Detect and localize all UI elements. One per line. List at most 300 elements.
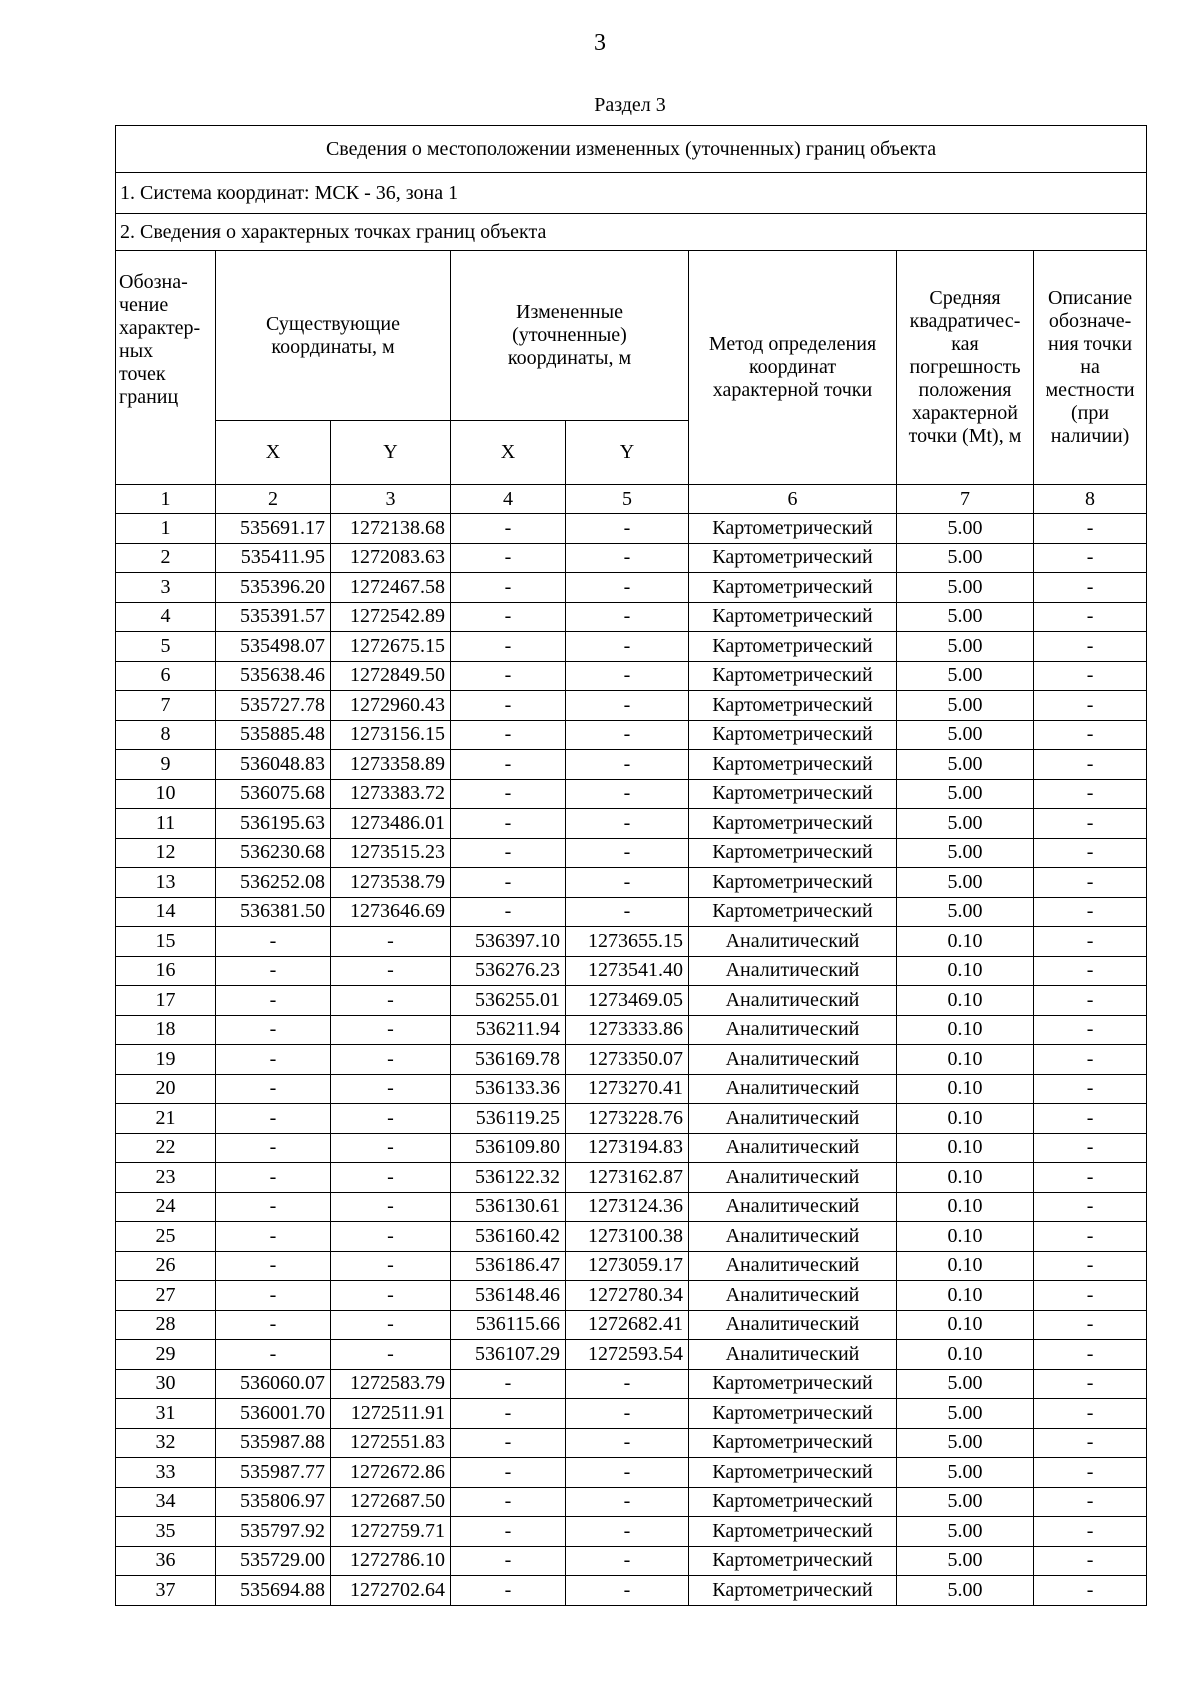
table-row bbox=[116, 1163, 1147, 1193]
cell-existing-x: 535411.95 bbox=[216, 543, 331, 573]
cell-error: 0.10 bbox=[897, 1192, 1034, 1222]
cell-description: - bbox=[1034, 1133, 1147, 1163]
cell-existing-x: 535638.46 bbox=[216, 661, 331, 691]
cell-changed-y: 1272780.34 bbox=[566, 1281, 689, 1311]
cell-changed-x: - bbox=[451, 779, 566, 809]
cell-changed-x: - bbox=[451, 1428, 566, 1458]
table-row bbox=[116, 1546, 1147, 1576]
cell-description: - bbox=[1034, 661, 1147, 691]
cell-existing-x: 536001.70 bbox=[216, 1399, 331, 1429]
cell-changed-x: 536148.46 bbox=[451, 1281, 566, 1311]
cell-changed-y: - bbox=[566, 1576, 689, 1606]
cell-existing-y: 1273156.15 bbox=[331, 720, 451, 750]
cell-changed-x: - bbox=[451, 897, 566, 927]
cell-changed-y: 1273162.87 bbox=[566, 1163, 689, 1193]
cell-point-number: 17 bbox=[116, 986, 216, 1016]
cell-existing-y: - bbox=[331, 1222, 451, 1252]
column-number: 6 bbox=[689, 485, 897, 514]
cell-description: - bbox=[1034, 809, 1147, 839]
cell-existing-x: 535727.78 bbox=[216, 691, 331, 721]
cell-changed-y: 1273228.76 bbox=[566, 1104, 689, 1134]
coordinate-system: 1. Система координат: МСК - 36, зона 1 bbox=[116, 173, 1147, 214]
cell-error: 5.00 bbox=[897, 720, 1034, 750]
cell-error: 0.10 bbox=[897, 1074, 1034, 1104]
table-row bbox=[116, 1015, 1147, 1045]
cell-existing-y: 1272786.10 bbox=[331, 1546, 451, 1576]
cell-existing-x: 535729.00 bbox=[216, 1546, 331, 1576]
cell-description: - bbox=[1034, 632, 1147, 662]
cell-existing-y: - bbox=[331, 1074, 451, 1104]
cell-error: 0.10 bbox=[897, 956, 1034, 986]
cell-changed-x: 536115.66 bbox=[451, 1310, 566, 1340]
cell-method: Аналитический bbox=[689, 1281, 897, 1311]
cell-existing-y: 1272551.83 bbox=[331, 1428, 451, 1458]
cell-method: Аналитический bbox=[689, 1251, 897, 1281]
cell-existing-y: 1272542.89 bbox=[331, 602, 451, 632]
cell-description: - bbox=[1034, 779, 1147, 809]
cell-description: - bbox=[1034, 573, 1147, 603]
header-description bbox=[1034, 251, 1147, 485]
cell-description: - bbox=[1034, 1104, 1147, 1134]
cell-error: 0.10 bbox=[897, 1015, 1034, 1045]
cell-existing-x: 535987.77 bbox=[216, 1458, 331, 1488]
cell-method: Картометрический bbox=[689, 543, 897, 573]
cell-description: - bbox=[1034, 543, 1147, 573]
cell-point-number: 13 bbox=[116, 868, 216, 898]
cell-existing-y: 1273646.69 bbox=[331, 897, 451, 927]
table-row bbox=[116, 868, 1147, 898]
cell-existing-y: 1272138.68 bbox=[331, 514, 451, 544]
cell-existing-y: 1272675.15 bbox=[331, 632, 451, 662]
cell-description: - bbox=[1034, 956, 1147, 986]
cell-method: Аналитический bbox=[689, 927, 897, 957]
cell-existing-x: - bbox=[216, 1192, 331, 1222]
table-row bbox=[116, 1576, 1147, 1606]
cell-point-number: 23 bbox=[116, 1163, 216, 1193]
cell-existing-x: - bbox=[216, 1251, 331, 1281]
cell-point-number: 37 bbox=[116, 1576, 216, 1606]
cell-changed-x: - bbox=[451, 1517, 566, 1547]
table-row bbox=[116, 661, 1147, 691]
cell-error: 0.10 bbox=[897, 1340, 1034, 1370]
table-row bbox=[116, 1045, 1147, 1075]
cell-description: - bbox=[1034, 868, 1147, 898]
cell-method: Картометрический bbox=[689, 573, 897, 603]
cell-method: Картометрический bbox=[689, 1517, 897, 1547]
cell-changed-y: 1272593.54 bbox=[566, 1340, 689, 1370]
cell-changed-y: - bbox=[566, 691, 689, 721]
cell-point-number: 4 bbox=[116, 602, 216, 632]
cell-existing-x: - bbox=[216, 1074, 331, 1104]
cell-existing-x: - bbox=[216, 1045, 331, 1075]
cell-point-number: 18 bbox=[116, 1015, 216, 1045]
cell-changed-x: 536397.10 bbox=[451, 927, 566, 957]
cell-changed-y: 1273100.38 bbox=[566, 1222, 689, 1252]
page-number: 3 bbox=[594, 30, 606, 56]
cell-method: Картометрический bbox=[689, 1458, 897, 1488]
cell-method: Аналитический bbox=[689, 1015, 897, 1045]
column-number: 2 bbox=[216, 485, 331, 514]
cell-error: 5.00 bbox=[897, 897, 1034, 927]
cell-changed-y: 1273270.41 bbox=[566, 1074, 689, 1104]
cell-existing-y: - bbox=[331, 1192, 451, 1222]
cell-error: 0.10 bbox=[897, 927, 1034, 957]
cell-method: Аналитический bbox=[689, 1074, 897, 1104]
cell-description: - bbox=[1034, 1163, 1147, 1193]
cell-method: Картометрический bbox=[689, 897, 897, 927]
header-error bbox=[897, 251, 1034, 485]
header-method bbox=[689, 251, 897, 485]
cell-changed-y: - bbox=[566, 897, 689, 927]
cell-existing-y: 1273358.89 bbox=[331, 750, 451, 780]
cell-changed-y: 1272682.41 bbox=[566, 1310, 689, 1340]
cell-changed-x: 536276.23 bbox=[451, 956, 566, 986]
cell-description: - bbox=[1034, 897, 1147, 927]
cell-changed-x: - bbox=[451, 1399, 566, 1429]
cell-changed-x: - bbox=[451, 720, 566, 750]
cell-existing-y: - bbox=[331, 1133, 451, 1163]
cell-error: 5.00 bbox=[897, 1399, 1034, 1429]
cell-method: Картометрический bbox=[689, 1487, 897, 1517]
table-row bbox=[116, 1458, 1147, 1488]
cell-method: Аналитический bbox=[689, 1222, 897, 1252]
table-row bbox=[116, 1192, 1147, 1222]
column-number: 1 bbox=[116, 485, 216, 514]
cell-description: - bbox=[1034, 1074, 1147, 1104]
cell-changed-x: 536255.01 bbox=[451, 986, 566, 1016]
points-section-title: 2. Сведения о характерных точках границ объекта bbox=[116, 214, 1147, 251]
cell-existing-x: 535396.20 bbox=[216, 573, 331, 603]
cell-point-number: 33 bbox=[116, 1458, 216, 1488]
cell-existing-y: - bbox=[331, 927, 451, 957]
cell-description: - bbox=[1034, 986, 1147, 1016]
cell-description: - bbox=[1034, 1546, 1147, 1576]
cell-description: - bbox=[1034, 691, 1147, 721]
cell-existing-x: 536381.50 bbox=[216, 897, 331, 927]
cell-error: 5.00 bbox=[897, 573, 1034, 603]
table-row bbox=[116, 1487, 1147, 1517]
cell-changed-x: 536169.78 bbox=[451, 1045, 566, 1075]
cell-changed-x: - bbox=[451, 1576, 566, 1606]
cell-error: 5.00 bbox=[897, 1517, 1034, 1547]
cell-existing-x: 535691.17 bbox=[216, 514, 331, 544]
cell-description: - bbox=[1034, 1487, 1147, 1517]
cell-changed-x: - bbox=[451, 691, 566, 721]
cell-changed-y: - bbox=[566, 573, 689, 603]
cell-changed-x: 536133.36 bbox=[451, 1074, 566, 1104]
cell-point-number: 21 bbox=[116, 1104, 216, 1134]
cell-changed-x: 536119.25 bbox=[451, 1104, 566, 1134]
cell-error: 5.00 bbox=[897, 691, 1034, 721]
table-row bbox=[116, 602, 1147, 632]
cell-existing-x: - bbox=[216, 1163, 331, 1193]
table-row bbox=[116, 986, 1147, 1016]
table-body bbox=[116, 514, 1147, 1606]
cell-changed-y: 1273333.86 bbox=[566, 1015, 689, 1045]
cell-description: - bbox=[1034, 1015, 1147, 1045]
cell-error: 0.10 bbox=[897, 1104, 1034, 1134]
table-row bbox=[116, 1074, 1147, 1104]
cell-changed-y: - bbox=[566, 543, 689, 573]
table-row bbox=[116, 1222, 1147, 1252]
cell-changed-x: 536160.42 bbox=[451, 1222, 566, 1252]
cell-error: 5.00 bbox=[897, 543, 1034, 573]
cell-changed-y: - bbox=[566, 720, 689, 750]
cell-error: 0.10 bbox=[897, 1251, 1034, 1281]
cell-changed-x: 536130.61 bbox=[451, 1192, 566, 1222]
table-row bbox=[116, 720, 1147, 750]
cell-method: Картометрический bbox=[689, 1399, 897, 1429]
cell-point-number: 5 bbox=[116, 632, 216, 662]
cell-changed-x: - bbox=[451, 868, 566, 898]
cell-error: 5.00 bbox=[897, 779, 1034, 809]
cell-error: 0.10 bbox=[897, 1310, 1034, 1340]
cell-existing-y: 1272702.64 bbox=[331, 1576, 451, 1606]
cell-point-number: 6 bbox=[116, 661, 216, 691]
cell-changed-y: - bbox=[566, 1428, 689, 1458]
cell-changed-x: - bbox=[451, 632, 566, 662]
header-existing-coords bbox=[216, 251, 451, 421]
cell-existing-y: 1272583.79 bbox=[331, 1369, 451, 1399]
header-existing-coords-text: Существующие координаты, м bbox=[266, 312, 400, 358]
header-method-text: Метод определения координат характерной точки bbox=[708, 333, 877, 401]
cell-point-number: 11 bbox=[116, 809, 216, 839]
cell-error: 0.10 bbox=[897, 986, 1034, 1016]
cell-existing-x: 535498.07 bbox=[216, 632, 331, 662]
table-row bbox=[116, 1428, 1147, 1458]
table-row bbox=[116, 897, 1147, 927]
cell-changed-y: 1273541.40 bbox=[566, 956, 689, 986]
cell-existing-x: 536048.83 bbox=[216, 750, 331, 780]
cell-existing-y: 1272083.63 bbox=[331, 543, 451, 573]
cell-existing-x: 535391.57 bbox=[216, 602, 331, 632]
cell-existing-y: - bbox=[331, 1045, 451, 1075]
cell-description: - bbox=[1034, 1045, 1147, 1075]
cell-changed-y: - bbox=[566, 1399, 689, 1429]
cell-existing-x: 536230.68 bbox=[216, 838, 331, 868]
table-row bbox=[116, 632, 1147, 662]
cell-method: Картометрический bbox=[689, 838, 897, 868]
column-number: 4 bbox=[451, 485, 566, 514]
cell-method: Аналитический bbox=[689, 1104, 897, 1134]
cell-existing-x: 535987.88 bbox=[216, 1428, 331, 1458]
cell-changed-y: - bbox=[566, 514, 689, 544]
cell-existing-y: 1273515.23 bbox=[331, 838, 451, 868]
cell-existing-y: - bbox=[331, 1104, 451, 1134]
cell-description: - bbox=[1034, 514, 1147, 544]
cell-changed-x: - bbox=[451, 750, 566, 780]
cell-method: Картометрический bbox=[689, 720, 897, 750]
table-row bbox=[116, 1251, 1147, 1281]
header-description-text: Описание обозначе- ния точки на местности (при наличии) bbox=[1045, 287, 1135, 447]
header-changed-y: Y bbox=[566, 421, 689, 485]
cell-method: Картометрический bbox=[689, 602, 897, 632]
cell-point-number: 28 bbox=[116, 1310, 216, 1340]
cell-method: Аналитический bbox=[689, 1133, 897, 1163]
cell-existing-y: - bbox=[331, 956, 451, 986]
cell-existing-y: 1272960.43 bbox=[331, 691, 451, 721]
table-row bbox=[116, 750, 1147, 780]
cell-point-number: 9 bbox=[116, 750, 216, 780]
cell-description: - bbox=[1034, 838, 1147, 868]
cell-method: Картометрический bbox=[689, 750, 897, 780]
cell-changed-x: 536122.32 bbox=[451, 1163, 566, 1193]
cell-changed-y: 1273124.36 bbox=[566, 1192, 689, 1222]
table-caption: Сведения о местоположении измененных (уточненных) границ объекта bbox=[116, 126, 1147, 173]
cell-description: - bbox=[1034, 720, 1147, 750]
cell-error: 5.00 bbox=[897, 1369, 1034, 1399]
cell-changed-x: - bbox=[451, 838, 566, 868]
cell-existing-y: 1273486.01 bbox=[331, 809, 451, 839]
header-designation bbox=[116, 251, 216, 485]
cell-changed-y: 1273469.05 bbox=[566, 986, 689, 1016]
cell-changed-y: - bbox=[566, 750, 689, 780]
cell-changed-y: - bbox=[566, 1487, 689, 1517]
cell-error: 5.00 bbox=[897, 868, 1034, 898]
cell-error: 5.00 bbox=[897, 1487, 1034, 1517]
cell-method: Аналитический bbox=[689, 1310, 897, 1340]
cell-description: - bbox=[1034, 1428, 1147, 1458]
cell-changed-x: 536211.94 bbox=[451, 1015, 566, 1045]
cell-description: - bbox=[1034, 1310, 1147, 1340]
table-row bbox=[116, 1281, 1147, 1311]
cell-error: 0.10 bbox=[897, 1281, 1034, 1311]
cell-method: Картометрический bbox=[689, 1546, 897, 1576]
cell-description: - bbox=[1034, 1192, 1147, 1222]
cell-existing-y: 1273538.79 bbox=[331, 868, 451, 898]
cell-point-number: 29 bbox=[116, 1340, 216, 1370]
cell-point-number: 35 bbox=[116, 1517, 216, 1547]
cell-changed-y: - bbox=[566, 602, 689, 632]
cell-existing-x: 536195.63 bbox=[216, 809, 331, 839]
cell-point-number: 36 bbox=[116, 1546, 216, 1576]
cell-changed-y: - bbox=[566, 838, 689, 868]
cell-changed-y: 1273194.83 bbox=[566, 1133, 689, 1163]
table-row bbox=[116, 927, 1147, 957]
cell-error: 5.00 bbox=[897, 1576, 1034, 1606]
cell-description: - bbox=[1034, 1399, 1147, 1429]
header-changed-x: X bbox=[451, 421, 566, 485]
cell-description: - bbox=[1034, 750, 1147, 780]
cell-error: 5.00 bbox=[897, 1546, 1034, 1576]
cell-error: 5.00 bbox=[897, 632, 1034, 662]
column-number: 3 bbox=[331, 485, 451, 514]
cell-description: - bbox=[1034, 1222, 1147, 1252]
cell-changed-x: - bbox=[451, 1546, 566, 1576]
cell-error: 5.00 bbox=[897, 809, 1034, 839]
cell-method: Аналитический bbox=[689, 956, 897, 986]
cell-existing-x: - bbox=[216, 1281, 331, 1311]
cell-point-number: 16 bbox=[116, 956, 216, 986]
table-row bbox=[116, 543, 1147, 573]
cell-point-number: 7 bbox=[116, 691, 216, 721]
cell-method: Картометрический bbox=[689, 661, 897, 691]
cell-existing-y: - bbox=[331, 986, 451, 1016]
cell-changed-y: 1273350.07 bbox=[566, 1045, 689, 1075]
cell-changed-y: 1273059.17 bbox=[566, 1251, 689, 1281]
cell-existing-y: - bbox=[331, 1163, 451, 1193]
cell-existing-x: 536075.68 bbox=[216, 779, 331, 809]
cell-point-number: 19 bbox=[116, 1045, 216, 1075]
section-title: Раздел 3 bbox=[594, 94, 666, 116]
cell-method: Картометрический bbox=[689, 1428, 897, 1458]
cell-method: Картометрический bbox=[689, 868, 897, 898]
table-row bbox=[116, 1340, 1147, 1370]
header-existing-x: X bbox=[216, 421, 331, 485]
cell-error: 0.10 bbox=[897, 1045, 1034, 1075]
header-error-text: Средняя квадратичес- кая погрешность положения характерной точки (Mt), м bbox=[908, 287, 1022, 447]
cell-point-number: 34 bbox=[116, 1487, 216, 1517]
cell-existing-y: - bbox=[331, 1310, 451, 1340]
cell-point-number: 12 bbox=[116, 838, 216, 868]
table-row bbox=[116, 1399, 1147, 1429]
column-number: 8 bbox=[1034, 485, 1147, 514]
cell-existing-x: 535885.48 bbox=[216, 720, 331, 750]
cell-changed-x: - bbox=[451, 1458, 566, 1488]
cell-description: - bbox=[1034, 1458, 1147, 1488]
column-number: 7 bbox=[897, 485, 1034, 514]
cell-existing-x: 536060.07 bbox=[216, 1369, 331, 1399]
cell-description: - bbox=[1034, 1251, 1147, 1281]
cell-method: Картометрический bbox=[689, 809, 897, 839]
cell-method: Аналитический bbox=[689, 1045, 897, 1075]
header-designation-text: Обозна- чение характер- ных точек границ bbox=[119, 271, 201, 408]
cell-existing-y: 1273383.72 bbox=[331, 779, 451, 809]
cell-error: 5.00 bbox=[897, 1458, 1034, 1488]
cell-existing-y: - bbox=[331, 1015, 451, 1045]
table-row bbox=[116, 838, 1147, 868]
cell-existing-y: 1272759.71 bbox=[331, 1517, 451, 1547]
cell-method: Картометрический bbox=[689, 1369, 897, 1399]
table-row bbox=[116, 1104, 1147, 1134]
cell-error: 5.00 bbox=[897, 838, 1034, 868]
cell-description: - bbox=[1034, 1369, 1147, 1399]
cell-existing-x: - bbox=[216, 956, 331, 986]
header-changed-coords-text: Измененные (уточненные) координаты, м bbox=[507, 301, 632, 369]
cell-changed-x: - bbox=[451, 809, 566, 839]
cell-point-number: 22 bbox=[116, 1133, 216, 1163]
cell-method: Картометрический bbox=[689, 779, 897, 809]
cell-point-number: 15 bbox=[116, 927, 216, 957]
cell-existing-x: - bbox=[216, 1104, 331, 1134]
cell-error: 5.00 bbox=[897, 1428, 1034, 1458]
cell-method: Картометрический bbox=[689, 1576, 897, 1606]
cell-error: 5.00 bbox=[897, 661, 1034, 691]
cell-method: Картометрический bbox=[689, 632, 897, 662]
cell-changed-x: - bbox=[451, 573, 566, 603]
cell-error: 5.00 bbox=[897, 750, 1034, 780]
table-row bbox=[116, 514, 1147, 544]
cell-changed-y: - bbox=[566, 632, 689, 662]
cell-point-number: 26 bbox=[116, 1251, 216, 1281]
cell-changed-x: 536186.47 bbox=[451, 1251, 566, 1281]
cell-point-number: 24 bbox=[116, 1192, 216, 1222]
cell-point-number: 10 bbox=[116, 779, 216, 809]
cell-point-number: 30 bbox=[116, 1369, 216, 1399]
cell-existing-x: 535694.88 bbox=[216, 1576, 331, 1606]
cell-existing-y: 1272511.91 bbox=[331, 1399, 451, 1429]
cell-changed-y: - bbox=[566, 779, 689, 809]
cell-point-number: 14 bbox=[116, 897, 216, 927]
header-existing-y: Y bbox=[331, 421, 451, 485]
column-number: 5 bbox=[566, 485, 689, 514]
cell-existing-x: - bbox=[216, 1310, 331, 1340]
cell-changed-y: - bbox=[566, 1546, 689, 1576]
cell-point-number: 32 bbox=[116, 1428, 216, 1458]
cell-point-number: 25 bbox=[116, 1222, 216, 1252]
cell-existing-y: 1272672.86 bbox=[331, 1458, 451, 1488]
cell-point-number: 1 bbox=[116, 514, 216, 544]
